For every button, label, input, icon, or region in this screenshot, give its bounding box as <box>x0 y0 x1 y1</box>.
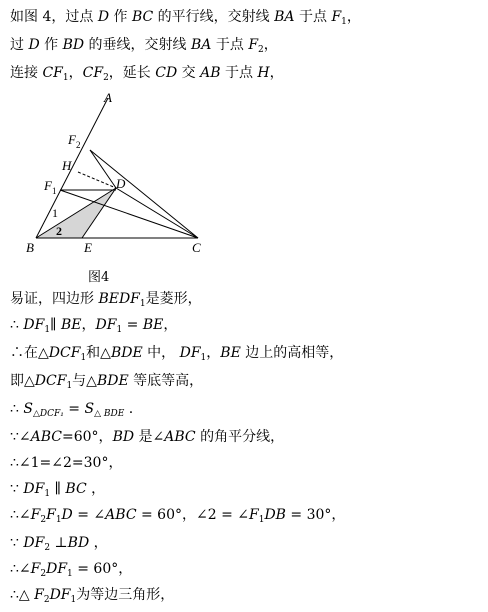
text-line-4: 易证，四边形 $BEDF_1$是菱形， <box>10 291 202 309</box>
text-line-5: ∴ $DF_1\parallel$ BE，$DF_1$ = BE， <box>10 317 178 335</box>
label-d: D <box>116 176 126 191</box>
text-line-14: $\therefore\angle F_2DF_1 = 60^\circ$， <box>10 561 133 579</box>
label-a: A <box>104 92 112 105</box>
label-f1: $F_1$ <box>44 178 57 196</box>
label-c: C <box>192 240 201 255</box>
text-line-10: ∴∠1=∠2=30°， <box>10 455 123 471</box>
text-line-8: ∴ $S_{\triangle DCF_1} = S_{\triangle BDE}$ . <box>10 401 134 419</box>
label-angle-2: 2 <box>56 224 62 238</box>
text-line-13: ∵ $DF_2$ ⊥BD ， <box>10 535 108 553</box>
text-line-12: $\therefore\angle F_2F_1D$ = ∠ABC = 60°，∠2 = $\angle F_1DB = 30^\circ$， <box>10 507 346 525</box>
label-angle-1: 1 <box>52 206 58 220</box>
text-line-6: ∴在$\triangle DCF_1$和△BDE 中， $DF_1$，BE 边上的高相等， <box>10 345 344 363</box>
label-f2: $F_2$ <box>68 132 81 150</box>
text-line-11: ∵ $DF_1$ ∥ BC ， <box>10 481 106 499</box>
label-b: B <box>26 240 34 255</box>
text-line-9: ∵∠ABC=60°，BD 是∠ABC 的角平分线， <box>10 429 285 445</box>
geometry-figure <box>22 92 222 262</box>
segment-dc <box>116 188 198 238</box>
figure-caption: 图4 <box>88 270 110 285</box>
text-line-15: ∴△ $F_2DF_1$为等边三角形， <box>10 587 175 605</box>
text-line-3: 连接 $CF_1$，$CF_2$，延长 CD 交 AB 于点 H， <box>10 65 284 83</box>
text-line-1: 如图 4，过点 D 作 BC 的平行线，交射线 BA 于点 $F_1$， <box>10 9 361 27</box>
label-h: H <box>62 158 72 173</box>
text-line-7: 即$\triangle DCF_1$与△BDE 等底等高， <box>10 373 204 391</box>
label-e: E <box>84 240 92 255</box>
text-line-2: 过 D 作 BD 的垂线，交射线 BA 于点 $F_2$， <box>10 37 278 55</box>
